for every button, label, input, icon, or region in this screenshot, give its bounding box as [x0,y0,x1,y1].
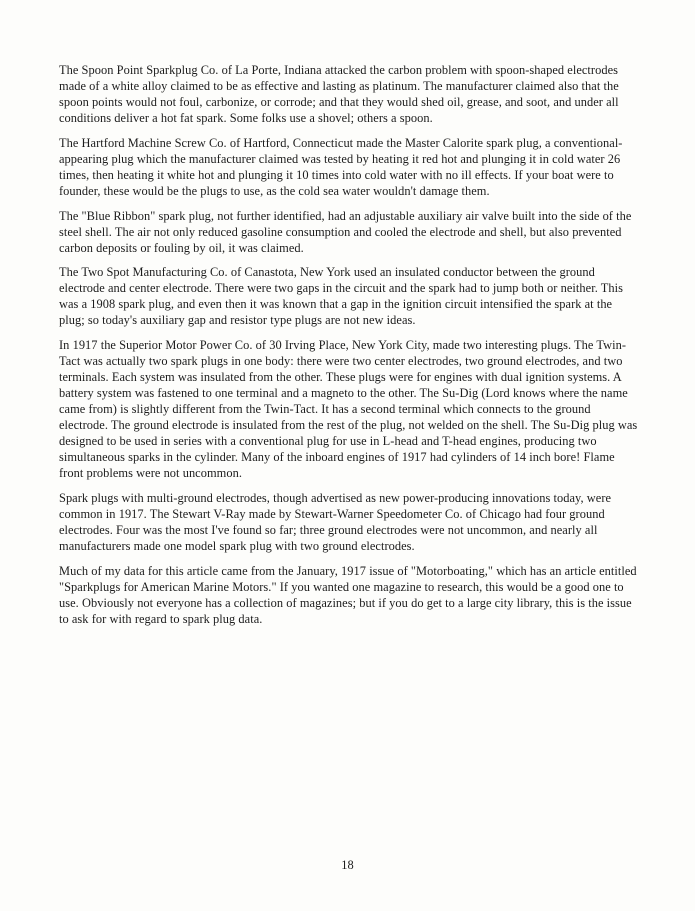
paragraph-hartford: The Hartford Machine Screw Co. of Hartford, Connecticut made the Master Calorite spark plug, a conventional-appearing plug which the manufacturer claimed was tested by heating it red hot and plunging it in cold water 26 times, then heating it white hot and plunging it 10 times into cold water with no ill effects. If your boat were to founder, these would be the plugs to use, as the cold sea water wouldn't damage them. [59,135,623,198]
paragraph-multi-ground: Spark plugs with multi-ground electrodes, though advertised as new power-producing innovations today, were common in 1917. The Stewart V-Ray made by Stewart-Warner Speedometer Co. of Chicago had four ground electrodes. Four was the most I've found so far; three ground electrodes were not uncommon, and nearly all manufacturers made one model spark plug with two ground electrodes. [59,490,612,553]
article-body [59,63,639,637]
page-number: 18 [341,858,354,872]
paragraph-spoon-point: The Spoon Point Sparkplug Co. of La Porte, Indiana attacked the carbon problem with spoon-shaped electrodes made of a white alloy claimed to be as effective and lasting as platinum. The manufacturer claimed also that the spoon points would not foul, carbonize, or corrode; and that they would shed oil, grease, and soot, and under all conditions deliver a hot fat spark. Some folks use a shovel; others a spoon. [59,63,619,125]
paragraph-data-source: Much of my data for this article came from the January, 1917 issue of "Motorboating," which has an article entitled "Sparkplugs for American Marine Motors." If you wanted one magazine to research, this would be a good one to use. Obviously not everyone has a collection of magazines; but if you do get to a large city library, this is the issue to ask for with regard to spark plug data. [59,563,637,626]
paragraph-two-spot: The Two Spot Manufacturing Co. of Canastota, New York used an insulated conductor between the ground electrode and center electrode. There were two gaps in the circuit and the spark had to jump both or neither. This was a 1908 spark plug, and even then it was known that a gap in the ignition circuit intensified the spark at the plug; so today's auxiliary gap and resistor type plugs are not new ideas. [59,265,623,328]
paragraph-superior-motor: In 1917 the Superior Motor Power Co. of 30 Irving Place, New York City, made two interesting plugs. The Twin-Tact was actually two spark plugs in one body: there were two center electrodes, two ground electrodes, and two terminals. Each system was insulated from the other. These plugs were for engines with dual ignition systems. A battery system was fastened to one terminal and a magneto to the other. The Su-Dig (Lord knows where the name came from) is slightly different from the Twin-Tact. It has a second terminal which connects to the ground electrode. The ground electrode is insulated from the rest of the plug, not welded on the shell. The Su-Dig plug was designed to be used in series with a conventional plug for use in L-head and T-head engines, producing two simultaneous sparks in the cylinder. Many of the inboard engines of 1917 had cylinders of 14 inch bore! Flame front problems were not uncommon. [59,338,638,480]
paragraph-blue-ribbon: The "Blue Ribbon" spark plug, not further identified, had an adjustable auxiliary air valve built into the side of the steel shell. The air not only reduced gasoline consumption and cooled the electrode and shell, but also prevented carbon deposits or fouling by oil, it was claimed. [59,208,632,255]
